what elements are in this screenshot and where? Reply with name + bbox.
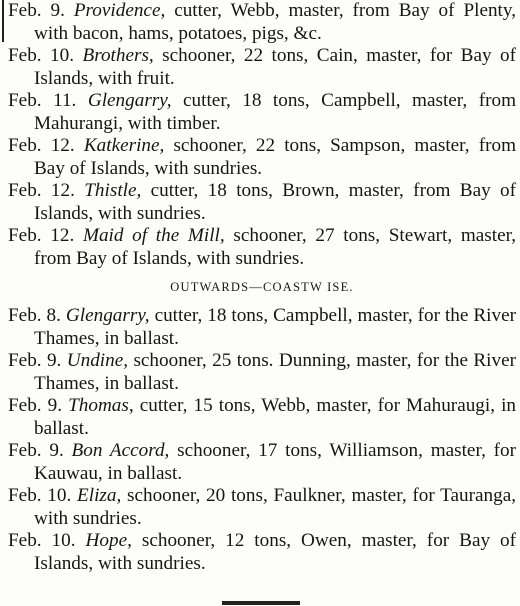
entry-text: cutter, Webb, master, from Bay of Plenty, with bacon, hams, potatoes, pigs, &c.	[34, 0, 517, 44]
entry-text: cutter, 18 tons, Campbell, master, for the River Thames, in ballast.	[34, 305, 517, 349]
entry-text: cutter, 15 tons, Webb, master, for Mahuraugi, in ballast.	[34, 395, 517, 439]
closing-rule	[222, 601, 300, 605]
vessel-name: Eliza,	[77, 485, 122, 506]
section-heading: OUTWARDS—COASTW ISE.	[170, 280, 354, 294]
entry-date: Feb. 9.	[8, 350, 62, 371]
entry-date: Feb. 11.	[8, 90, 77, 111]
entry-text: schooner, 22 tons, Sampson, master, from Bay of Islands, with sundries.	[34, 135, 517, 179]
entry-text: cutter, 18 tons, Campbell, master, from Mahurangi, with timber.	[34, 90, 517, 134]
departure-entry	[8, 485, 516, 530]
entry-text: schooner, 20 tons, Faulkner, master, for Tauranga, with sundries.	[34, 485, 517, 529]
entry-date: Feb. 10.	[8, 45, 75, 66]
entry-date: Feb. 12.	[8, 225, 75, 246]
departure-entry	[8, 530, 516, 575]
entry-text: schooner, 27 tons, Stewart, master, from Bay of Islands, with sundries.	[34, 225, 517, 269]
vessel-name: Katkerine,	[83, 135, 165, 156]
entry-text: schooner, 25 tons. Dunning, master, for the River Thames, in ballast.	[34, 350, 516, 394]
entry-text: schooner, 22 tons, Cain, master, for Bay of Islands, with fruit.	[34, 45, 517, 89]
entry-date: Feb. 12.	[8, 180, 75, 201]
vessel-name: Bon Accord,	[71, 440, 170, 461]
departure-entry	[8, 395, 516, 440]
entry-date: Feb. 10.	[8, 485, 72, 506]
entry-date: Feb. 9.	[8, 440, 64, 461]
entry-date: Feb. 9.	[8, 395, 63, 416]
vessel-name: Thistle,	[84, 180, 142, 201]
vessel-name: Thomas,	[68, 395, 134, 416]
vessel-name: Providence,	[73, 0, 166, 21]
departure-entry	[8, 440, 516, 485]
vessel-name: Undine,	[66, 350, 129, 371]
vessel-name: Glengarry,	[65, 305, 150, 326]
arrival-entry	[8, 180, 516, 225]
entry-date: Feb. 8.	[8, 305, 61, 326]
arrival-entry	[8, 135, 516, 180]
vessel-name: Maid of the Mill,	[82, 225, 225, 246]
arrival-entry	[8, 90, 516, 135]
vessel-name: Glengarry,	[87, 90, 172, 111]
column-rule	[2, 0, 4, 42]
entry-text: cutter, 18 tons, Brown, master, from Bay of Islands, with sundries.	[34, 180, 517, 224]
arrival-entry	[8, 225, 516, 270]
entry-text: schooner, 17 tons, Williamson, master, for Kauwau, in ballast.	[34, 440, 517, 484]
vessel-name: Brothers,	[82, 45, 154, 66]
vessel-name: Hope,	[85, 530, 132, 551]
shipping-list	[8, 0, 516, 575]
entry-text: schooner, 12 tons, Owen, master, for Bay of Islands, with sundries.	[34, 530, 517, 574]
entry-date: Feb. 9.	[8, 0, 65, 21]
arrival-entry	[8, 0, 516, 45]
departure-entry	[8, 305, 516, 350]
departure-entry	[8, 350, 516, 395]
arrival-entry	[8, 45, 516, 90]
entry-date: Feb. 12.	[8, 135, 75, 156]
entry-date: Feb. 10.	[8, 530, 76, 551]
